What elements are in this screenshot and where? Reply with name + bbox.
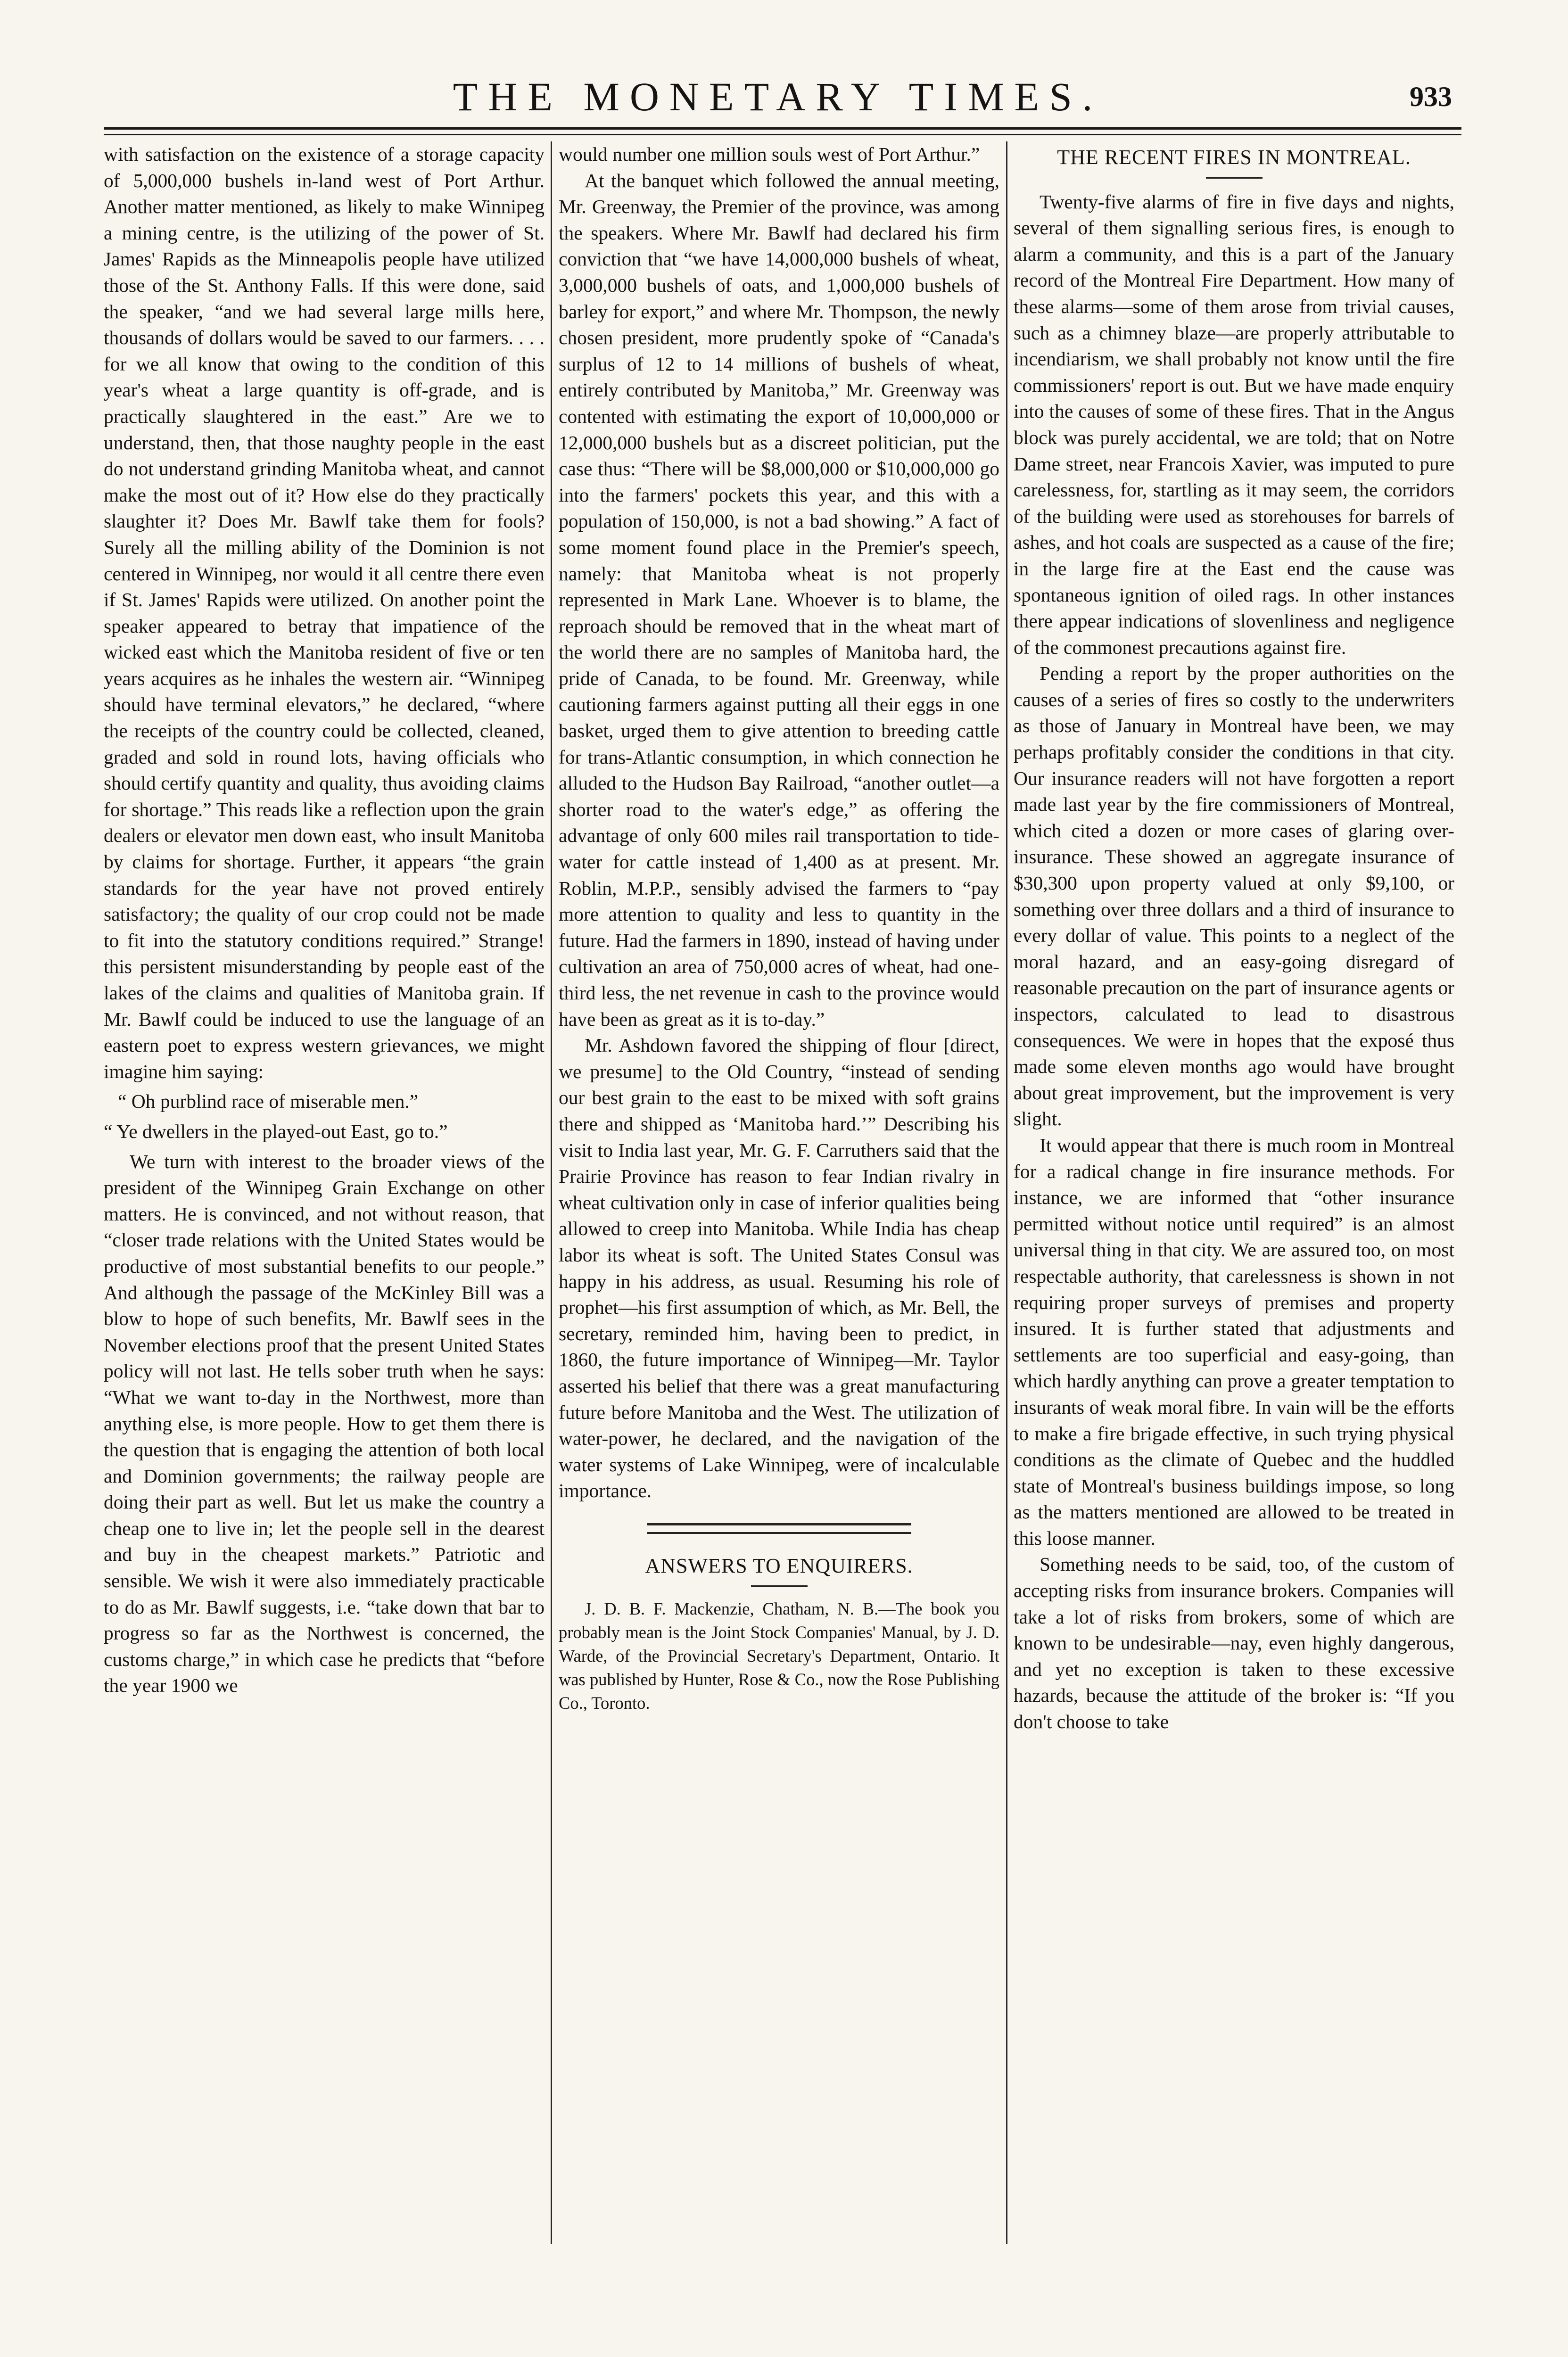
page-number: 933 xyxy=(1410,81,1452,112)
paragraph: Twenty-five alarms of fire in five days and nights, several of them signalling serious fires, is enough to alarm a community, and this is a part of the January record of the Montreal Fire Department. How many of these alarms—some of them arose from trivial causes, such as a chimney blaze—are properly attributable to incendiarism, we shall probably not know until the fire commissioners' report is out. But we have made enquiry into the causes of some of these fires. That in the Angus block was purely accidental, we are told; that on Notre Dame street, near Francois Xavier, was imputed to pure carelessness, for, startling as it may seem, the corridors of the building were used as storehouses for barrels of ashes, and hot coals are suspected as a cause of the fire; in the large fire at the East end the cause was spontaneous ignition of oiled rags. In other instances there appear indications of slovenliness and negligence of the commonest precautions against fire. xyxy=(1014,190,1454,658)
quotation: “ Oh purblind race of miserable men.” xyxy=(118,1090,419,1113)
column-divider xyxy=(1006,141,1007,2244)
paragraph: At the banquet which followed the annual meeting, Mr. Greenway, the Premier of the province, was among the speakers. Where Mr. Bawlf had declared his firm conviction that “we have 14,000,000 bushels of wheat, 3,000,000 bushels of oats, and 1,000,000 bushels of barley for export,” and where Mr. Thompson, the newly chosen president, more prudently spoke of “Canada's surplus of 12 to 14 millions of bushels of wheat, entirely contributed by Manitoba,” Mr. Greenway was contented with estimating the export of 10,000,000 or 12,000,000 bushels but as a discreet politician, put the case thus: “There will be $8,000,000 or $10,000,000 go into the farmers' pockets this year, and this with a population of 150,000, is not a bad showing.” A fact of some moment found place in the Premier's speech, namely: that Manitoba wheat is not properly represented in Mark Lane. Whoever is to blame, the reproach should be removed that in the wheat mart of the world there are no samples of Manitoba hard, the pride of Canada, to be found. Mr. Greenway, while cautioning farmers against putting all their eggs in one basket, urged them to give attention to breeding cattle for trans-Atlantic consumption, in which connection he alluded to the Hudson Bay Railroad, “another outlet—a shorter road to the water's edge,” as offering the advantage of only 600 miles rail transportation to tide-water for cattle instead of 1,400 as at present. Mr. Roblin, M.P.P., sensibly advised the farmers to “pay more attention to quality and less to quantity in the future. Had the farmers in 1890, instead of having under cultivation an area of 750,000 acres of wheat, had one-third less, the net revenue in cash to the province would have been as great as it is to-day.” xyxy=(559,169,999,1030)
paragraph: Something needs to be said, too, of the custom of accepting risks from insurance brokers. Companies will take a lot of risks from brokers, some of which are known to be undesirable—nay, even highly dangerous, and yet no exception is taken to these excessive hazards, because the attitude of the broker is: “If you don't choose to take xyxy=(1014,1553,1454,1733)
section-heading: ANSWERS TO ENQUIRERS. xyxy=(645,1554,913,1577)
column-3 xyxy=(1014,141,1454,2272)
masthead xyxy=(94,71,1461,127)
heading-rule xyxy=(751,1585,808,1587)
paragraph: J. D. B. F. Mackenzie, Chatham, N. B.—The book you probably mean is the Joint Stock Companies' Manual, by J. D. Warde, of the Provincial Secretary's Department, Ontario. It was published by Hunter, Rose & Co., now the Rose Publishing Co., Toronto. xyxy=(559,1599,999,1713)
paragraph: with satisfaction on the existence of a storage capacity of 5,000,000 bushels in-land west of Port Arthur. Another matter mentioned, as likely to make Winnipeg a mining centre, is the utilizing of the power of St. James' Rapids as the Minneapolis people have utilized those of the St. Anthony Falls. If this were done, said the speaker, “and we had several large mills here, thousands of dollars would be saved to our farmers. . . . for we all know that owing to the condition of this year's wheat a large quantity is off-grade, and is practically slaughtered in the east.” Are we to understand, then, that those naughty people in the east do not understand grinding Manitoba wheat, and cannot make the most out of it? How else do they practically slaughter it? Does Mr. Bawlf take them for fools? Surely all the milling ability of the Dominion is not centered in Winnipeg, nor would it all centre there even if St. James' Rapids were utilized. On another point the speaker appeared to betray that impatience of the wicked east which the Manitoba resident of five or ten years acquires as he inhales the western air. “Winnipeg should have terminal elevators,” he declared, “where the receipts of the country could be collected, cleaned, graded and sold in round lots, having officials who should certify quantity and quality, thus avoiding claims for shortage.” This reads like a reflection upon the grain dealers or elevator men down east, who insult Manitoba by claims for shortage. Further, it appears “the grain standards for the year have not proved entirely satisfactory; the quality of our crop could not be made to fit into the statutory conditions required.” Strange! this persistent misunderstanding by people east of the lakes of the claims and qualities of Manitoba grain. If Mr. Bawlf could be induced to use the language of an eastern poet to express western grievances, we might imagine him saying: xyxy=(104,143,545,1082)
column-2 xyxy=(559,141,999,2272)
column-divider xyxy=(551,141,552,2244)
publication-title: THE MONETARY TIMES. xyxy=(453,74,1103,119)
paragraph: We turn with interest to the broader views of the president of the Winnipeg Grain Exchange on other matters. He is convinced, and not without reason, that “closer trade relations with the United States would be productive of most substantial benefits to our people.” And although the passage of the McKinley Bill was a blow to hope of such benefits, Mr. Bawlf sees in the November elections proof that the present United States policy will not last. He tells sober truth when he says: “What we want to-day in the Northwest, more than anything else, is more people. How to get them there is the question that is engaging the attention of both local and Dominion governments; the railway people are doing their part as well. But let us make the country a cheap one to live in; let the people sell in the dearest and buy in the cheapest markets.” Patriotic and sensible. We wish it were also immediately practicable to do as Mr. Bawlf suggests, i.e. “take down that bar to progress so far as the Northwest is concerned, the customs charge,” in which case he predicts that “before the year 1900 we xyxy=(104,1150,545,1697)
quotation: “ Ye dwellers in the played-out East, go to.” xyxy=(104,1120,448,1142)
heading-rule xyxy=(1206,177,1263,179)
header-rule-thin xyxy=(104,134,1461,135)
paragraph: It would appear that there is much room in Montreal for a radical change in fire insurance methods. For instance, we are informed that “other insurance permitted without notice until required” is an almost universal thing in that city. We are assured too, on most respectable authority, that carelessness is shown in not requiring proper surveys of premises and property insured. It is further stated that adjustments and settlements are too superficial and easy-going, than which hardly anything can prove a greater temptation to insurants of weak moral fibre. In vain will be the efforts to make a fire brigade effective, in such trying physical conditions as the climate of Quebec and the huddled state of Montreal's business buildings impose, so long as the matters mentioned are allowed to be treated in this loose manner. xyxy=(1014,1134,1454,1549)
article-heading: THE RECENT FIRES IN MONTREAL. xyxy=(1057,146,1411,169)
paragraph: Pending a report by the proper authorities on the causes of a series of fires so costly to the underwriters as those of January in Montreal have been, we may perhaps profitably consider the conditions in that city. Our insurance readers will not have forgotten a report made last year by the fire commissioners of Montreal, which cited a dozen or more cases of glaring over-insurance. These showed an aggregate insurance of $30,300 upon property valued at only $9,100, or something over three dollars and a third of insurance to every dollar of value. This points to a neglect of the moral hazard, and an easy-going disregard of reasonable precaution on the part of insurance agents or inspectors, calculated to lead to disastrous consequences. We were in hopes that the exposé thus made some eleven months ago would have brought about great improvement, but the improvement is very slight. xyxy=(1014,662,1454,1130)
column-1 xyxy=(104,141,545,2272)
paragraph: would number one million souls west of Port Arthur.” xyxy=(559,143,980,165)
section-divider xyxy=(647,1523,911,1534)
header-rule xyxy=(104,127,1461,130)
paragraph: Mr. Ashdown favored the shipping of flour [direct, we presume] to the Old Country, “instead of sending our best grain to the east to be mixed with soft grains there and shipped as ‘Manitoba hard.’” Describing his visit to India last year, Mr. G. F. Carruthers said that the Prairie Province has reason to fear Indian rivalry in wheat cultivation only in case of inferior qualities being allowed to creep into Manitoba. While India has cheap labor its wheat is soft. The United States Consul was happy in his address, as usual. Resuming his role of prophet—his first assumption of which, as Mr. Bell, the secretary, reminded him, having been to predict, in 1860, the future importance of Winnipeg—Mr. Taylor asserted his belief that there was a great manufacturing future before Manitoba and the West. The utilization of water-power, he declared, and the navigation of the water systems of Lake Winnipeg, were of incalculable importance. xyxy=(559,1034,999,1502)
